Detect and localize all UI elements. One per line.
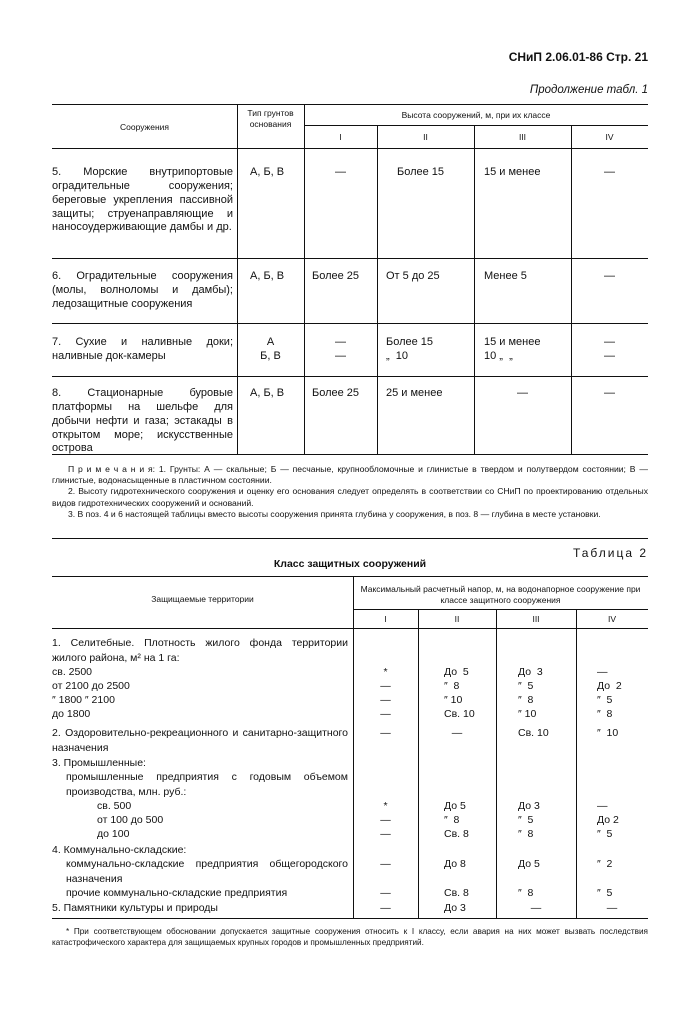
col-header-class-1: I	[339, 132, 342, 142]
table-vline	[237, 104, 238, 454]
cell-class-4: До 2	[597, 814, 619, 826]
cell-class-2: До 8	[444, 858, 466, 870]
cell-class-2: ″ 10	[444, 694, 463, 706]
cell-class-4: ″ 10	[597, 727, 619, 739]
row-class-4: —	[604, 270, 615, 282]
row-structure-name: 7. Сухие и наливные доки; наливные док-камеры	[52, 336, 233, 362]
cell-class-3: ″ 10	[518, 708, 537, 720]
territory-sublabel: ″ 1800 ″ 2100	[52, 694, 115, 706]
row-class-3: 15 и менее 10 „ „	[484, 336, 541, 362]
cell-class-3: ″ 5	[518, 814, 534, 826]
territory-sublabel: от 100 до 500	[97, 814, 164, 826]
col-header-structures: Сооружения	[119, 122, 170, 132]
cell-class-1: —	[380, 902, 391, 914]
table-vline	[418, 609, 419, 918]
territory-sublabel: до 1800	[52, 708, 91, 720]
col-header-class-3: III	[532, 614, 540, 624]
col-header-class-2: II	[454, 614, 460, 624]
cell-class-2: —	[451, 727, 463, 739]
territory-sublabel: до 100	[97, 828, 130, 840]
row-class-1: Более 25	[312, 270, 360, 282]
cell-class-2: Св. 10	[444, 708, 475, 720]
note-item: П р и м е ч а н и я: 1. Грунты: А — скальные; Б — песчаные, крупнообломочные и глинистые в твердом и полутвердом состоянии; В — глинистые, водонасыщенные в пластичном состоянии.	[52, 464, 648, 486]
row-class-2: Более 15	[396, 166, 445, 178]
cell-class-3: ″ 8	[518, 887, 534, 899]
cell-class-4: ″ 5	[597, 887, 613, 899]
table-vline	[576, 609, 577, 918]
table-rule	[52, 148, 648, 149]
table-rule	[52, 258, 648, 259]
territory-sublabel: св. 500	[97, 800, 132, 812]
cell-class-4: ″ 5	[597, 694, 613, 706]
cell-class-2: ″ 8	[444, 680, 460, 692]
table-rule	[52, 576, 648, 577]
table-rule	[353, 609, 648, 610]
col-header-soil: Тип грунтов основания	[247, 108, 294, 129]
row-class-4: — —	[604, 336, 615, 362]
row-class-1: Более 25	[312, 387, 360, 399]
row-soil-type: А, Б, В	[250, 166, 285, 178]
row-class-3: Менее 5	[484, 270, 527, 282]
cell-class-4: —	[597, 800, 608, 812]
note-item: 2. Высоту гидротехнического сооружения и оценку его основания следует определять в соответствии со СНиП по проектированию отдельных видов гидротехнических сооружений и оснований.	[52, 486, 648, 508]
territory-sublabel: прочие коммунально-складские предприятия	[66, 887, 288, 899]
cell-class-4: ″ 5	[597, 828, 613, 840]
col-header-class-4: IV	[605, 132, 614, 142]
cell-class-3: До 3	[518, 800, 540, 812]
cell-class-4: —	[597, 666, 608, 678]
territory-sublabel: от 2100 до 2500	[52, 680, 130, 692]
row-class-1: — —	[335, 336, 346, 362]
cell-class-3: ″ 8	[518, 828, 534, 840]
col-header-territories: Защищаемые территории	[151, 594, 254, 604]
cell-class-1: —	[380, 708, 391, 720]
col-header-class-1: I	[384, 614, 387, 624]
cell-class-2: До 5	[444, 800, 466, 812]
row-structure-name: 6. Оградительные сооружения (молы, волноломы и дамбы); ледозащитные сооружения	[52, 270, 233, 310]
cell-class-1: *	[383, 666, 388, 678]
col-header-class-3: III	[518, 132, 527, 142]
col-header-class-2: II	[423, 132, 428, 142]
table-rule	[52, 918, 648, 919]
table-continuation-label: Продолжение табл. 1	[529, 84, 648, 96]
territory-label: 2. Оздоровительно-рекреационного и санитарно-защитного назначения	[52, 727, 348, 754]
table-rule	[52, 104, 648, 105]
table-1-notes	[52, 464, 648, 520]
row-soil-type: А, Б, В	[250, 387, 285, 399]
territory-sublabel: св. 2500	[52, 666, 93, 678]
table-rule	[52, 376, 648, 377]
cell-class-1: —	[380, 858, 391, 870]
row-soil-type: А, Б, В	[250, 270, 285, 282]
row-class-3: 15 и менее	[484, 166, 541, 178]
table-rule	[52, 323, 648, 324]
cell-class-1: *	[383, 800, 388, 812]
cell-class-4: —	[606, 902, 618, 914]
territory-sublabel: коммунально-складские предприятия общегородского назначения	[66, 858, 348, 885]
cell-class-3: ″ 5	[518, 680, 534, 692]
table-2-footnote: * При соответствующем обосновании допускается защитные сооружения относить к I классу, если авария на них может вызвать последствия катастрофического характера для защищаемых крупных городов и промышленных предприятий.	[52, 927, 648, 948]
row-soil-type: А Б, В	[260, 336, 281, 362]
cell-class-2: Св. 8	[444, 828, 469, 840]
cell-class-1: —	[380, 814, 391, 826]
cell-class-3: До 5	[518, 858, 540, 870]
row-structure-name: 5. Морские внутрипортовые оградительные сооружения; береговые укрепления пассивной защиты; струенаправляющие и наносоудерживающие дамбы и др.	[52, 166, 233, 234]
table-2-title: Класс защитных сооружений	[273, 558, 427, 570]
table-rule	[52, 628, 648, 629]
territory-sublabel: промышленные предприятия с годовым объемом производства, млн. руб.:	[66, 771, 348, 798]
cell-class-4: ″ 8	[597, 708, 613, 720]
col-header-pressure: Максимальный расчетный напор, м, на водонапорное сооружение при классе защитного сооружения	[360, 584, 641, 605]
row-structure-name: 8. Стационарные буровые платформы на шельфе для добычи нефти и газа; эстакады в открытом море; искусственные острова	[52, 387, 233, 455]
row-class-4: —	[604, 166, 615, 178]
cell-class-4: ″ 2	[597, 858, 613, 870]
cell-class-2: До 3	[444, 902, 466, 914]
table-rule	[304, 125, 648, 126]
row-class-2: От 5 до 25	[386, 270, 440, 282]
row-class-1: —	[335, 166, 346, 178]
cell-class-1: —	[380, 887, 391, 899]
row-class-2: Более 15 „ 10	[386, 336, 434, 362]
row-class-4: —	[604, 387, 615, 399]
cell-class-2: До 5	[444, 666, 469, 678]
cell-class-3: —	[530, 902, 542, 914]
cell-class-3: Св. 10	[518, 727, 549, 739]
section-divider	[52, 538, 648, 539]
note-item: 3. В поз. 4 и 6 настоящей таблицы вместо высоты сооружения принята глубина у сооружения, в поз. 8 — глубина в месте установки.	[68, 508, 601, 519]
col-header-class-4: IV	[607, 614, 617, 624]
cell-class-1: —	[380, 727, 391, 739]
cell-class-3: До 3	[518, 666, 543, 678]
territory-label: 1. Селитебные. Плотность жилого фонда территории жилого района, м² на 1 га:	[52, 637, 348, 664]
row-class-2: 25 и менее	[386, 387, 443, 399]
cell-class-2: ″ 8	[444, 814, 460, 826]
table-vline	[474, 125, 475, 454]
cell-class-3: ″ 8	[518, 694, 534, 706]
cell-class-1: —	[380, 680, 391, 692]
cell-class-1: —	[380, 694, 391, 706]
cell-class-2: Св. 8	[444, 887, 469, 899]
page-header: СНиП 2.06.01-86 Стр. 21	[508, 50, 648, 64]
territory-label: 3. Промышленные:	[52, 757, 146, 769]
territory-label: 4. Коммунально-складские:	[52, 844, 187, 856]
cell-class-4: До 2	[597, 680, 622, 692]
territory-label: 5. Памятники культуры и природы	[52, 902, 218, 914]
row-class-3: —	[517, 387, 528, 399]
table-2-label: Таблица 2	[572, 546, 648, 560]
cell-class-1: —	[380, 828, 391, 840]
col-header-height: Высота сооружений, м, при их классе	[401, 110, 551, 120]
table-vline	[496, 609, 497, 918]
table-vline	[304, 104, 305, 454]
